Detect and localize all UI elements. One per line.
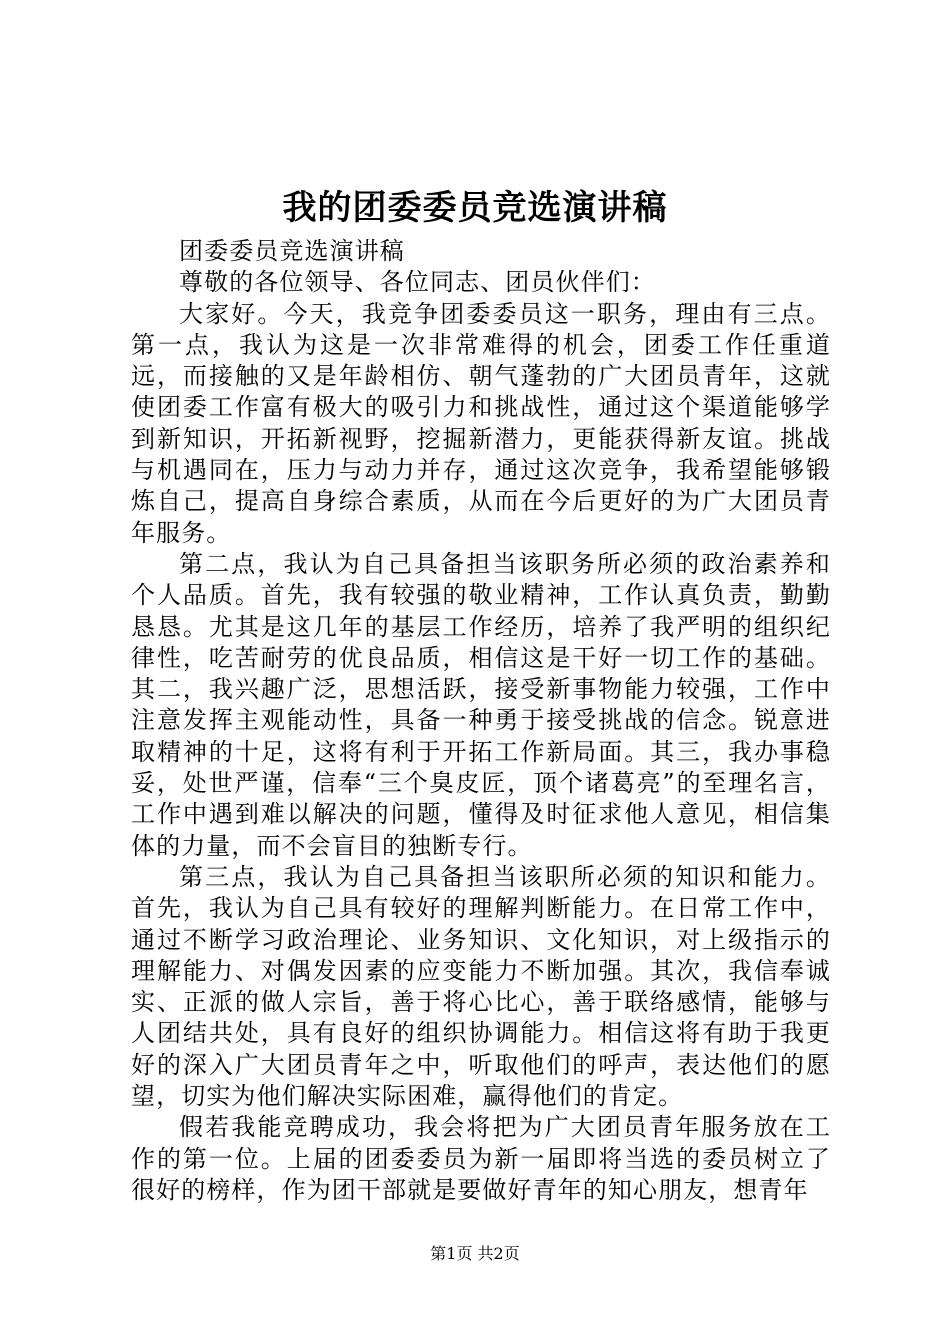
page-number-footer: 第1页 共2页 [430,1244,520,1263]
paragraph-commitment: 假若我能竞聘成功，我会将把为广大团员青年服务放在工作的第一位。上届的团委委员为新一届即将当选的委员树立了很好的榜样，作为团干部就是要做好青年的知心朋友，想青年 [131,1113,831,1204]
paragraph-salutation: 尊敬的各位领导、各位同志、团员伙伴们： [179,268,656,297]
paragraph-subtitle: 团委委员竞选演讲稿 [179,237,405,265]
paragraph-intro: 大家好。今天，我竞争团委委员这一职务，理由有三点。第一点，我认为这是一次非常难得的机会，团委工作任重道远，而接触的又是年龄相仿、朝气蓬勃的广大团员青年，这就使团委工作富有极大的吸引力和挑战性，通过这个渠道能够学到新知识，开拓新视野，挖掘新潜力，更能获得新友谊。挑战与机遇同在，压力与动力并存，通过这次竞争，我希望能够锻炼自己，提高自身综合素质，从而在今后更好的为广大团员青年服务。 [131,299,831,547]
document-body [131,236,831,1206]
paragraph-point-three: 第三点，我认为自己具备担当该职所必须的知识和能力。首先，我认为自己具有较好的理解判断能力。在日常工作中，通过不断学习政治理论、业务知识、文化知识，对上级指示的理解能力、对偶发因素的应变能力不断加强。其次，我信奉诚实、正派的做人宗旨，善于将心比心，善于联络感情，能够与人团结共处，具有良好的组织协调能力。相信这将有助于我更好的深入广大团员青年之中，听取他们的呼声，表达他们的愿望，切实为他们解决实际困难，赢得他们的肯定。 [131,862,831,1111]
document-title: 我的团委委员竞选演讲稿 [282,188,668,228]
paragraph-point-two: 第二点，我认为自己具备担当该职务所必须的政治素养和个人品质。首先，我有较强的敬业精神，工作认真负责，勤勤恳恳。尤其是这几年的基层工作经历，培养了我严明的组织纪律性，吃苦耐劳的优良品质，相信这是干好一切工作的基础。其二，我兴趣广泛，思想活跃，接受新事物能力较强，工作中注意发挥主观能动性，具备一种勇于接受挑战的信念。锐意进取精神的十足，这将有利于开拓工作新局面。其三，我办事稳妥，处世严谨，信奉“三个臭皮匠，顶个诸葛亮”的至理名言，工作中遇到难以解决的问题，懂得及时征求他人意见，相信集体的力量，而不会盲目的独断专行。 [131,549,831,860]
